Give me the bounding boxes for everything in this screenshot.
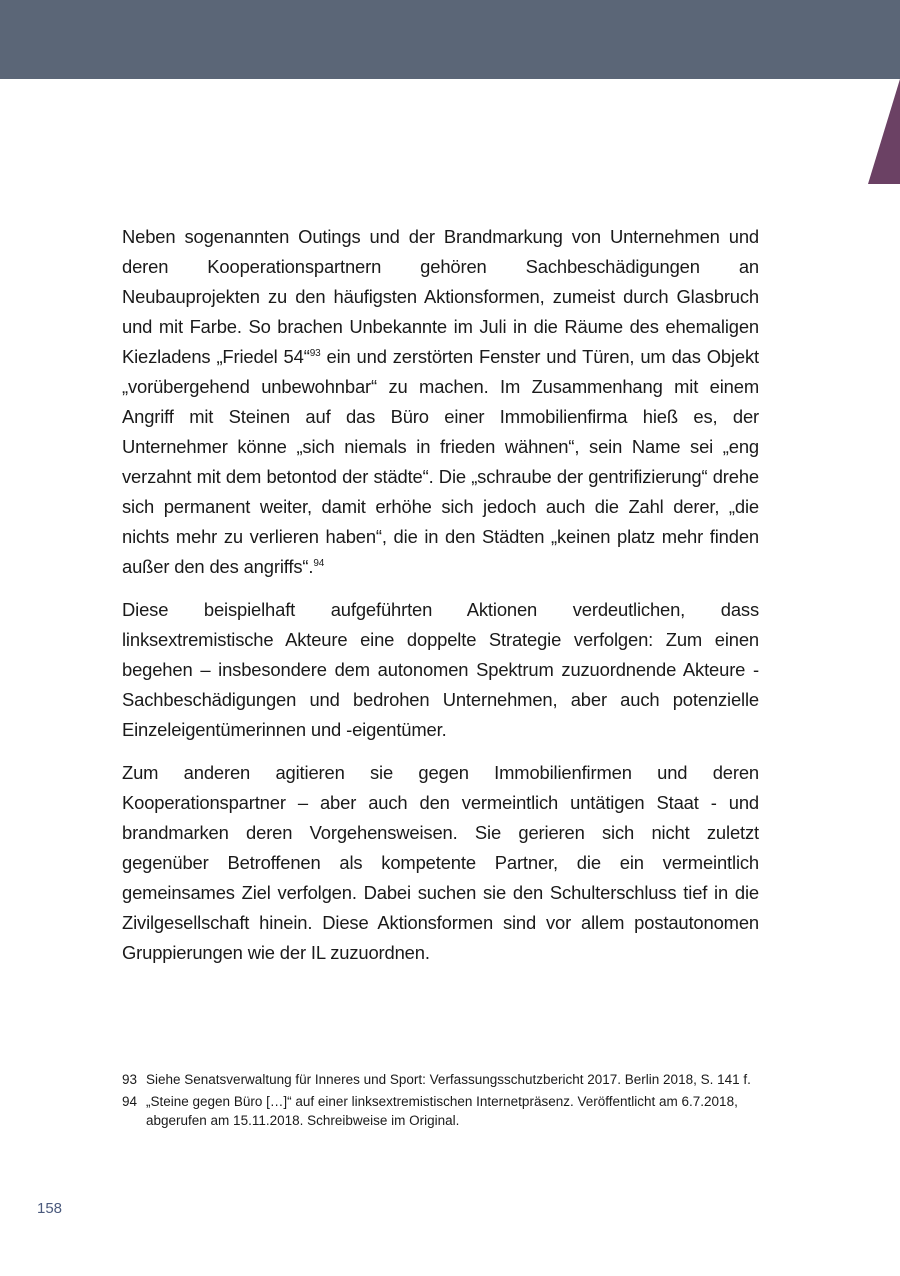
footnote-text: Siehe Senatsverwaltung für Inneres und Sport: Verfassungsschutzbericht 2017. Berlin 2018, S. 141 f.: [146, 1072, 751, 1087]
footnote-text: „Steine gegen Büro […]“ auf einer linksextremistischen Internetpräsenz. Veröffentlicht am 6.7.2018, abgerufen am 15.11.2018. Schreibweise im Original.: [146, 1093, 738, 1128]
paragraph-3: Zum anderen agitieren sie gegen Immobilienfirmen und deren Kooperationspartner – aber auch den vermeintlich untätigen Staat - und brandmarken deren Vorgehensweisen. Sie gerieren sich nicht zuletzt gegenüber Betroffenen als kompetente Partner, die ein vermeintlich gemeinsames Ziel verfolgen. Dabei suchen sie den Schulterschluss tief in die Zivilgesellschaft hinein. Diese Aktionsformen sind vor allem postautonomen Gruppierungen wie der IL zuzuordnen.: [122, 762, 759, 963]
footnote-ref-94[interactable]: 94: [313, 558, 325, 569]
paragraph-1: [122, 222, 759, 582]
paragraph-2: Diese beispielhaft aufgeführten Aktionen verdeutlichen, dass linksextremistische Akteure eine doppelte Strategie verfolgen: Zum einen begehen – insbesondere dem autonomen Spektrum zuzuordnende Akteure - Sachbeschädigungen und bedrohen Unternehmen, aber auch potenzielle Einzeleigentümerinnen und -eigentümer.: [122, 599, 759, 740]
footnote-number: 94: [122, 1093, 138, 1109]
page-number: 158: [37, 1200, 63, 1217]
footnote-94: [122, 1092, 762, 1131]
corner-accent-triangle: [868, 79, 900, 184]
footnote-93: [122, 1070, 762, 1090]
footnotes: [122, 1070, 762, 1133]
header-band: [0, 0, 900, 79]
footnote-ref-93[interactable]: 93: [309, 348, 321, 359]
paragraph-1-part-a: Neben sogenannten Outings und der Brandmarkung von Unternehmen und deren Kooperationspartnern gehören Sachbeschädigungen an Neubauprojekten zu den häufigsten Aktionsformen, zumeist durch Glasbruch und mit Farbe. So brachen Unbekannte im Juli in die Räume des ehemaligen Kiezladens „Friedel 54“: [122, 226, 759, 367]
paragraph-1-part-b: ein und zerstörten Fenster und Türen, um das Objekt „vorübergehend unbewohnbar“ zu machen. Im Zusammenhang mit einem Angriff mit Steinen auf das Büro einer Immobilienfirma hieß es, der Unternehmer könne „sich niemals in frieden wähnen“, sein Name sei „eng verzahnt mit dem betontod der städte“. Die „schraube der gentrifizierung“ drehe sich permanent weiter, damit erhöhe sich jedoch auch die Zahl derer, „die nichts mehr zu verlieren haben“, die in den Städten „keinen platz mehr finden außer den des angriffs“.: [122, 346, 759, 577]
body-text: [122, 222, 759, 981]
footnote-number: 93: [122, 1072, 138, 1087]
